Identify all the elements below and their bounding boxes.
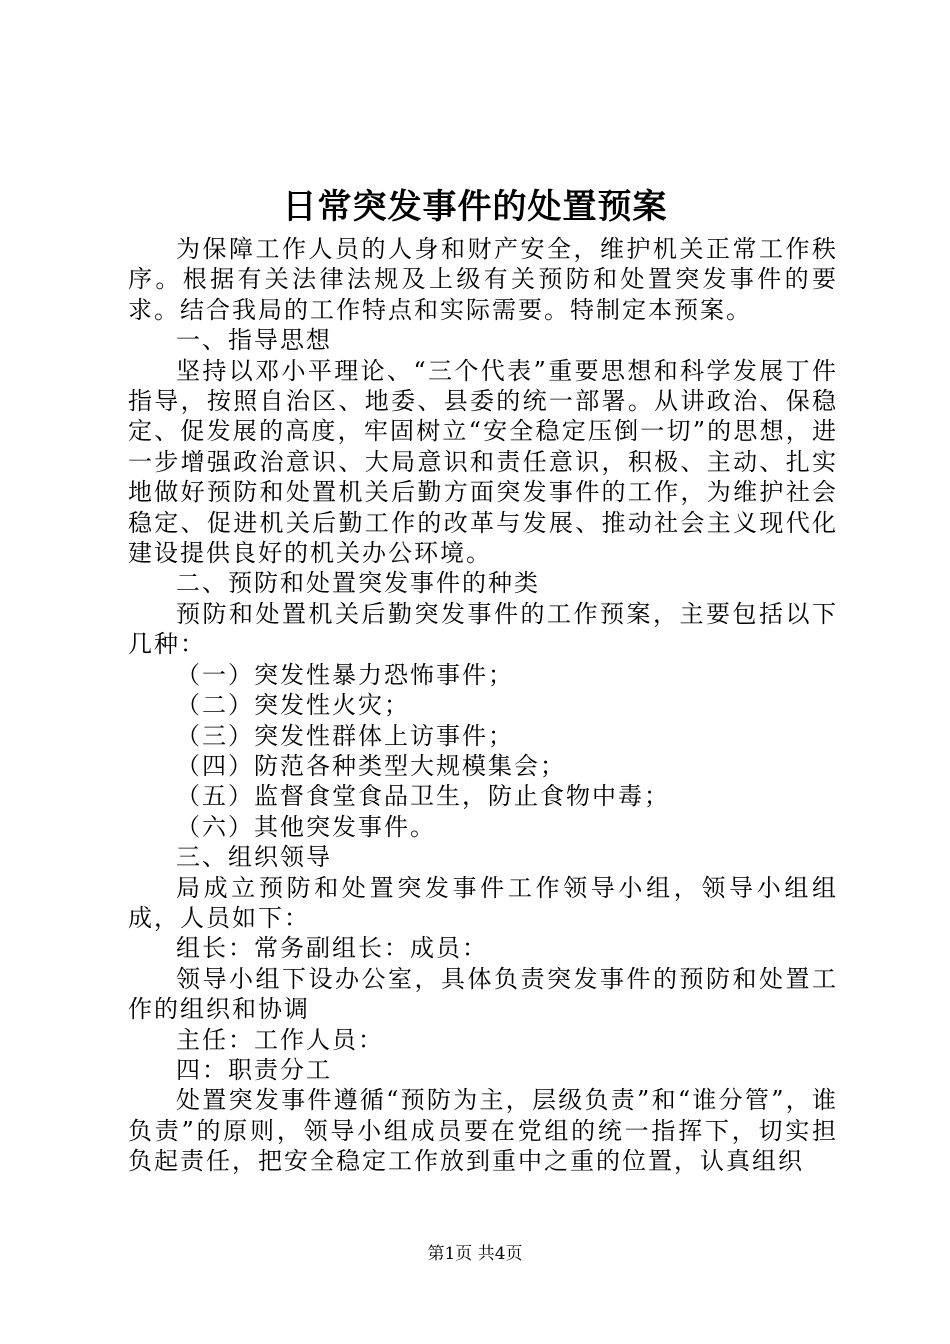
paragraph-office-staff: 主任：工作人员： bbox=[176, 1025, 384, 1054]
list-item-event-type: （三）突发性群体上访事件； bbox=[176, 721, 514, 750]
document-title: 日常突发事件的处置预案 bbox=[282, 187, 668, 227]
paragraph-event-types: 预防和处置机关后勤突发事件的工作预案，主要包括以下几种： bbox=[128, 599, 838, 659]
paragraph-intro: 为保障工作人员的人身和财产安全，维护机关正常工作秩序。根据有关法律法规及上级有关预防和处置突发事件的要求。结合我局的工作特点和实际需要。特制定本预案。 bbox=[128, 235, 838, 324]
document-body bbox=[128, 234, 838, 1177]
section-heading-responsibilities: 四：职责分工 bbox=[176, 1055, 332, 1084]
page-footer: 第1页 共4页 bbox=[427, 1244, 523, 1264]
list-item-event-type: （二）突发性火灾； bbox=[176, 691, 410, 720]
paragraph-responsibilities: 处置突发事件遵循“预防为主，层级负责”和“谁分管”，谁负责”的原则，领导小组成员要在党组的统一指挥下，切实担负起责任，把安全稳定工作放到重中之重的位置，认真组织 bbox=[128, 1086, 838, 1176]
paragraph-leader-roles: 组长：常务副组长：成员： bbox=[176, 934, 488, 963]
list-item-event-type: （四）防范各种类型大规模集会； bbox=[176, 751, 566, 780]
paragraph-guiding-ideology: 坚持以邓小平理论、“三个代表”重要思想和科学发展丁件指导，按照自治区、地委、县委的统一部署。从讲政治、保稳定、促发展的高度，牢固树立“安全稳定压倒一切”的思想，进一步增强政治意识、大局意识和责任意识，积极、主动、扎实地做好预防和处置机关后勤方面突发事件的工作，为维护社会稳定、促进机关后勤工作的改革与发展、推动社会主义现代化建设提供良好的机关办公环境。 bbox=[128, 356, 838, 568]
list-item-event-type: （六）其他突发事件。 bbox=[176, 812, 436, 841]
list-item-event-type: （一）突发性暴力恐怖事件； bbox=[176, 660, 514, 689]
list-item-event-type: （五）监督食堂食品卫生，防止食物中毒； bbox=[176, 782, 670, 811]
section-heading-organization: 三、组织领导 bbox=[176, 843, 332, 872]
section-heading-guiding-ideology: 一、指导思想 bbox=[176, 326, 332, 355]
section-heading-event-types: 二、预防和处置突发事件的种类 bbox=[176, 569, 540, 598]
paragraph-organization: 局成立预防和处置突发事件工作领导小组，领导小组组成，人员如下： bbox=[128, 873, 838, 932]
paragraph-office: 领导小组下设办公室，具体负责突发事件的预防和处置工作的组织和协调 bbox=[128, 964, 838, 1024]
